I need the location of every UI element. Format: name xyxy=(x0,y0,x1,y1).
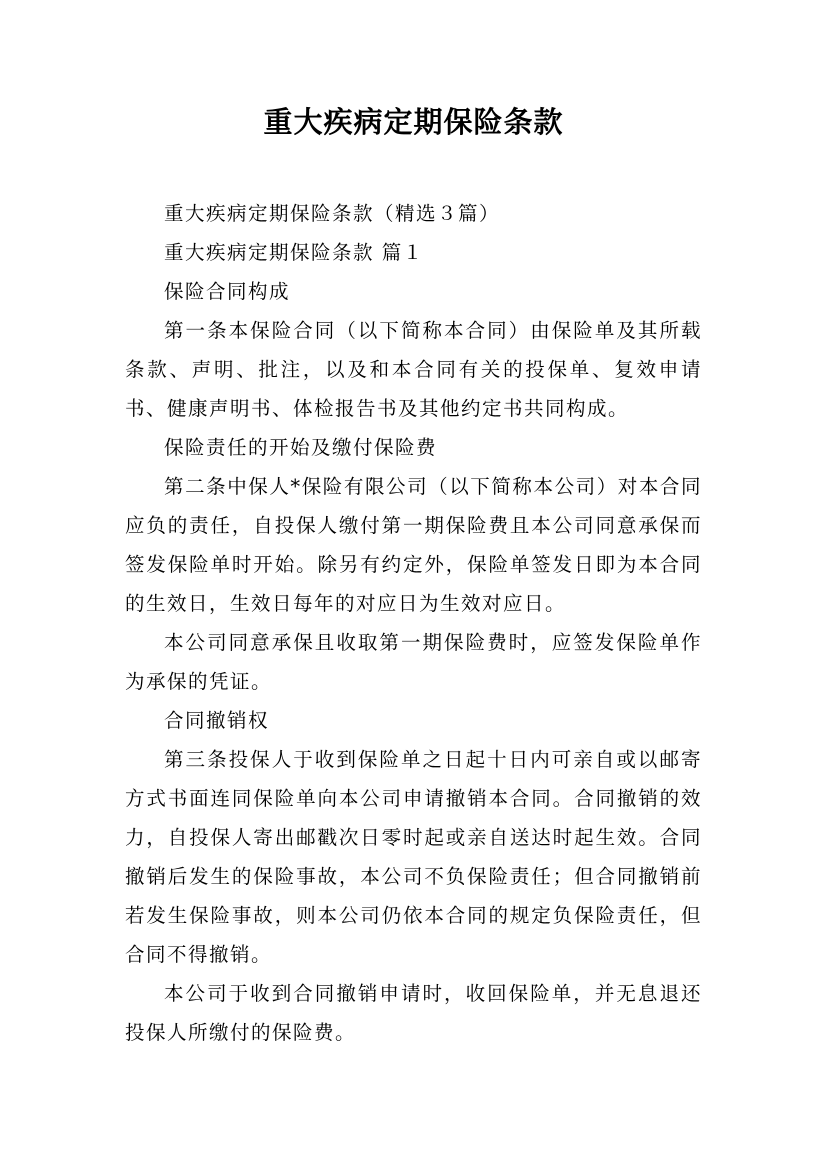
section-heading-cancellation: 合同撤销权 xyxy=(164,709,270,732)
section-heading-contract-composition: 保险合同构成 xyxy=(164,280,291,303)
paragraph-subheading: 重大疾病定期保险条款 篇１ xyxy=(164,241,424,264)
paragraph-heading: 重大疾病定期保险条款（精选３篇） xyxy=(164,202,501,225)
article-3-continued: 本公司于收到合同撤销申请时，收回保险单，并无息退还投保人所缴付的保险费。 xyxy=(125,982,702,1044)
section-heading-liability-start: 保险责任的开始及缴付保险费 xyxy=(164,436,438,459)
article-1: 第一条本保险合同（以下简称本合同）由保险单及其所载条款、声明、批注，以及和本合同有关的投保单、复效申请书、健康声明书、体检报告书及其他约定书共同构成。 xyxy=(125,319,702,420)
article-2-continued: 本公司同意承保且收取第一期保险费时，应签发保险单作为承保的凭证。 xyxy=(125,631,702,693)
article-3: 第三条投保人于收到保险单之日起十日内可亲自或以邮寄方式书面连同保险单向本公司申请撤销本合同。合同撤销的效力，自投保人寄出邮戳次日零时起或亲自送达时起生效。合同撤销后发生的保险事故，本公司不负保险责任；但合同撤销前若发生保险事故，则本公司仍依本合同的规定负保险责任，但合同不得撤销。 xyxy=(125,748,702,966)
article-2: 第二条中保人*保险有限公司（以下简称本公司）对本合同应负的责任，自投保人缴付第一期保险费且本公司同意承保而签发保险单时开始。除另有约定外，保险单签发日即为本合同的生效日，生效日每年的对应日为生效对应日。 xyxy=(125,475,702,615)
document-title: 重大疾病定期保险条款 xyxy=(263,105,564,139)
document-body xyxy=(125,194,702,1052)
